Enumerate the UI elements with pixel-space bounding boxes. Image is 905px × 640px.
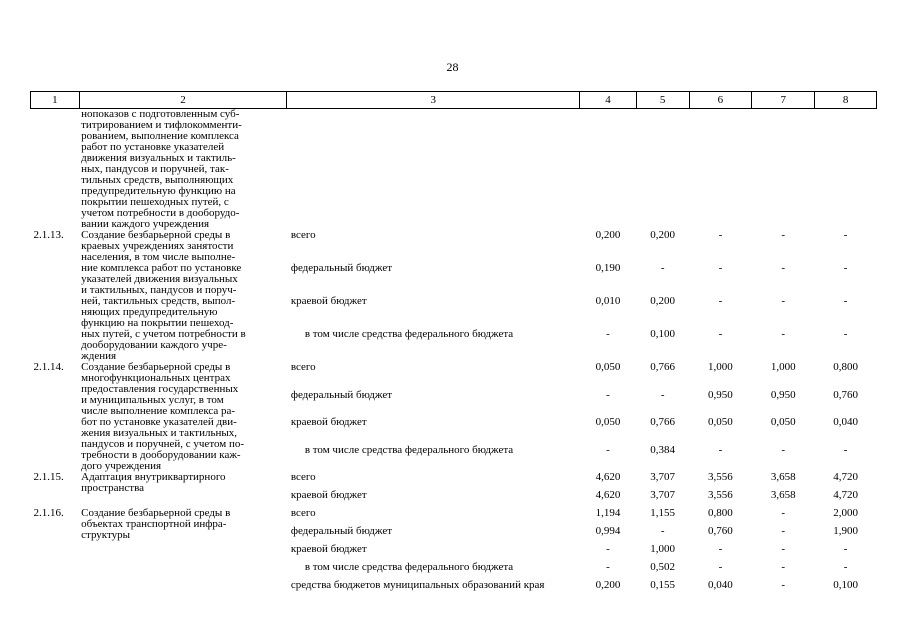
year-value: - — [843, 295, 848, 307]
item-name-line: работ по установке указателей — [81, 141, 225, 153]
year-value: 1,000 — [770, 361, 796, 373]
item-number: 2.1.15. — [33, 471, 64, 483]
year-value: 1,900 — [833, 525, 858, 537]
year-value: 0,100 — [650, 328, 676, 340]
column-header: 2 — [79, 92, 287, 109]
funding-source: в том числе средства федерального бюджета — [304, 328, 514, 340]
year-value: 3,556 — [708, 489, 733, 501]
item-name-line: структуры — [81, 529, 131, 541]
item-name — [79, 362, 287, 472]
item-name-line: дооборудовании каждого учре- — [81, 339, 227, 351]
year-value: 0,200 — [595, 579, 621, 591]
item-number: 2.1.16. — [33, 507, 64, 519]
year-value: 2,000 — [833, 507, 858, 519]
year-value: - — [781, 543, 786, 555]
item-name-line: нопоказов с подготовленным суб- — [81, 108, 240, 120]
year-value: - — [718, 295, 723, 307]
year-value: - — [660, 262, 665, 274]
item-name-line: движения визуальных и тактиль- — [81, 152, 236, 164]
year-value: 0,766 — [650, 361, 676, 373]
item-name-line: няющих предупредительную — [81, 306, 218, 318]
year-value: - — [843, 262, 848, 274]
item-name-line: титрированием и тифлокомменти- — [81, 119, 242, 131]
funding-source: краевой бюджет — [290, 295, 367, 307]
item-name-line: требности в дооборудовании каж- — [81, 449, 241, 461]
year-value: 4,720 — [833, 489, 858, 501]
column-header: 8 — [815, 92, 877, 109]
column-header: 1 — [31, 92, 80, 109]
year-value: - — [718, 543, 723, 555]
year-value: 0,155 — [650, 579, 676, 591]
funding-source: в том числе средства федерального бюджета — [304, 561, 514, 573]
item-name-line: функцию на покрытии пешеход- — [81, 317, 234, 329]
item-name-line: и муниципальных услуг, в том — [81, 394, 224, 406]
item-name-line: пространства — [81, 482, 144, 494]
item-name-line: ных путей, с учетом потребности в — [81, 328, 246, 340]
item-name-line: ней, тактильных средств, выпол- — [81, 295, 236, 307]
year-value: - — [606, 388, 610, 401]
item-name — [79, 109, 287, 231]
item-name-line: ждения — [81, 350, 117, 362]
year-value: 1,155 — [650, 507, 676, 519]
year-value: 1,000 — [708, 361, 733, 373]
year-value: - — [660, 388, 665, 401]
year-value: - — [843, 328, 848, 340]
item-name-line: вании каждого учреждения — [81, 218, 210, 230]
year-value: - — [718, 561, 723, 573]
item-name-line: многофункциональных центрах — [81, 372, 231, 384]
funding-source: всего — [290, 229, 316, 241]
table-body — [31, 109, 877, 599]
year-value: 0,766 — [650, 416, 676, 428]
year-value: - — [781, 229, 786, 241]
year-value: 4,620 — [595, 471, 621, 483]
funding-source: федеральный бюджет — [290, 388, 393, 401]
year-value: - — [843, 229, 848, 241]
column-header: 6 — [689, 92, 752, 109]
year-value: 0,040 — [833, 416, 858, 428]
item-name-line: объектах транспортной инфра- — [81, 518, 227, 530]
item-name-line: бот по установке указателей дви- — [81, 416, 237, 428]
page-number: 28 — [446, 60, 459, 74]
year-value: 3,707 — [650, 489, 676, 501]
year-value: 1,000 — [650, 543, 676, 555]
year-value: - — [781, 328, 786, 340]
empty-cell — [287, 109, 580, 231]
item-name-line: предупредительную функцию на — [81, 185, 236, 197]
column-header: 7 — [752, 92, 815, 109]
item-name — [79, 472, 287, 508]
year-value: - — [781, 525, 786, 537]
column-header: 4 — [580, 92, 637, 109]
year-value: - — [718, 443, 723, 456]
year-value: - — [606, 543, 610, 555]
year-value: - — [660, 525, 665, 537]
table-row — [31, 472, 877, 490]
item-name-line: Создание безбарьерной среды в — [81, 361, 231, 373]
funding-source: всего — [290, 361, 316, 373]
year-value: 3,658 — [770, 489, 796, 501]
header-row — [31, 92, 877, 109]
table-row — [31, 362, 877, 390]
year-value: - — [718, 229, 723, 241]
empty-cell — [636, 109, 689, 231]
year-value: 0,010 — [595, 295, 621, 307]
funding-source: федеральный бюджет — [290, 525, 393, 537]
item-name-line: Создание безбарьерной среды в — [81, 507, 231, 519]
year-value: - — [781, 443, 786, 456]
item-name-line: Создание безбарьерной среды в — [81, 229, 231, 241]
year-value: 0,100 — [833, 579, 858, 591]
item-name-line: числе выполнение комплекса ра- — [81, 405, 236, 417]
year-value: 0,190 — [595, 262, 621, 274]
item-name — [79, 230, 287, 362]
column-header: 5 — [636, 92, 689, 109]
funding-source: всего — [290, 471, 316, 483]
year-value: 0,950 — [770, 388, 796, 401]
year-value: 3,658 — [770, 471, 796, 483]
year-value: 0,040 — [708, 579, 733, 591]
year-value: 0,800 — [708, 507, 733, 519]
item-name — [79, 508, 287, 598]
year-value: - — [718, 328, 723, 340]
year-value: 0,050 — [708, 416, 733, 428]
empty-cell — [815, 109, 877, 231]
item-name-line: населения, в том числе выполне- — [81, 251, 236, 263]
year-value: 0,384 — [650, 443, 676, 456]
item-name-line: покрытии пешеходных путей, с — [81, 196, 229, 208]
year-value: 4,620 — [595, 489, 621, 501]
year-value: 0,994 — [595, 525, 621, 537]
item-name-line: учетом потребности в дооборудо- — [81, 207, 240, 219]
program-table — [30, 91, 877, 598]
table-row — [31, 230, 877, 263]
year-value: 4,720 — [833, 471, 858, 483]
year-value: - — [781, 507, 786, 519]
year-value: - — [606, 328, 610, 340]
year-value: 0,050 — [770, 416, 796, 428]
year-value: - — [718, 262, 723, 274]
funding-source: краевой бюджет — [290, 489, 367, 501]
item-name-line: краевых учреждениях занятости — [81, 240, 234, 252]
year-value: 0,200 — [650, 229, 676, 241]
item-name-line: ние комплекса работ по установке — [81, 262, 242, 274]
funding-source: федеральный бюджет — [290, 262, 393, 274]
item-number: 2.1.13. — [33, 229, 64, 241]
year-value: - — [781, 561, 786, 573]
year-value: - — [781, 579, 786, 591]
year-value: 3,707 — [650, 471, 676, 483]
table-row — [31, 508, 877, 526]
year-value: - — [781, 262, 786, 274]
item-name-line: рованием, выполнение комплекса — [81, 130, 239, 142]
item-name-line: предоставления государственных — [81, 383, 239, 395]
item-name-line: тильных средств, выполняющих — [81, 174, 234, 186]
year-value: - — [606, 561, 610, 573]
year-value: 0,760 — [708, 525, 733, 537]
item-name-line: ных, пандусов и поручней, так- — [81, 163, 229, 175]
funding-source: в том числе средства федерального бюджета — [304, 443, 514, 456]
column-header: 3 — [287, 92, 580, 109]
item-name-line: жения визуальных и тактильных, — [81, 427, 237, 439]
year-value: 0,200 — [595, 229, 621, 241]
item-name-line: пандусов и поручней, с учетом по- — [81, 438, 245, 450]
year-value: 0,502 — [650, 561, 676, 573]
year-value: 0,050 — [595, 361, 621, 373]
item-name-line: указателей движения визуальных — [81, 273, 238, 285]
year-value: - — [843, 443, 848, 456]
year-value: - — [781, 295, 786, 307]
funding-source: краевой бюджет — [290, 416, 367, 428]
empty-cell — [689, 109, 752, 231]
empty-cell — [752, 109, 815, 231]
funding-source: средства бюджетов муниципальных образований края — [290, 579, 545, 591]
empty-cell — [580, 109, 637, 231]
item-name-line: и тактильных, пандусов и поруч- — [81, 284, 237, 296]
funding-source: всего — [290, 507, 316, 519]
item-name-line: Адаптация внутриквартирного — [81, 471, 226, 483]
table-row — [31, 109, 877, 231]
year-value: 3,556 — [708, 471, 733, 483]
item-name-line: дого учреждения — [81, 460, 162, 472]
year-value: 0,200 — [650, 295, 676, 307]
year-value: - — [843, 561, 848, 573]
year-value: 0,800 — [833, 361, 858, 373]
item-number: 2.1.14. — [33, 361, 64, 373]
funding-source: краевой бюджет — [290, 543, 367, 555]
year-value: 0,050 — [595, 416, 621, 428]
year-value: 1,194 — [595, 507, 621, 519]
year-value: 0,760 — [833, 388, 858, 401]
item-number — [31, 109, 80, 231]
year-value: 0,950 — [708, 388, 733, 401]
year-value: - — [606, 443, 610, 456]
year-value: - — [843, 543, 848, 555]
